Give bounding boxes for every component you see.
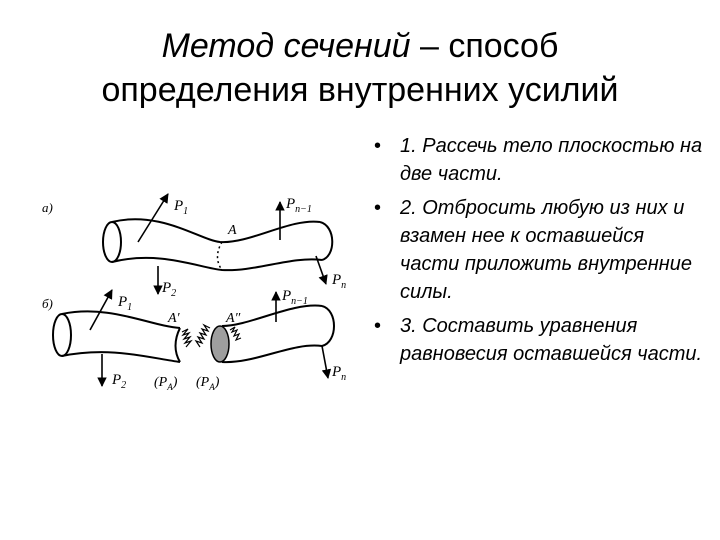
bullet-dot-icon: • xyxy=(374,135,382,157)
slide-title xyxy=(20,24,700,112)
title-line1-rest: – способ xyxy=(410,27,559,65)
label-section-a: A xyxy=(228,223,237,238)
label-pn-a: $P_n$ xyxy=(332,272,347,291)
title-line2: определения внутренних усилий xyxy=(101,71,619,109)
section-method-diagram xyxy=(30,170,370,410)
label-p2-a: $P_2$ xyxy=(162,280,177,299)
label-pn-b: $P_n$ xyxy=(332,364,347,383)
label-p1-a: $P_1$ xyxy=(174,198,189,217)
bullet-dot-icon: • xyxy=(374,197,382,219)
rod-left-part xyxy=(53,311,180,362)
step-text-1: 1. Рассечь тело плоскостью на две части. xyxy=(400,135,703,185)
label-p1-b: $P_1$ xyxy=(118,294,133,313)
label-b: б) xyxy=(42,296,53,311)
arrow-p1-a xyxy=(138,194,168,242)
step-item-2 xyxy=(374,194,704,306)
bullet-dot-icon: • xyxy=(374,315,382,337)
label-section-a1: A′ xyxy=(168,311,180,326)
label-pa-right: $(P_A)$ xyxy=(196,375,220,392)
step-item-3 xyxy=(374,312,704,368)
label-a: а) xyxy=(42,200,53,215)
arrow-p1-b xyxy=(90,290,112,330)
title-emphasis: Метод сечений xyxy=(161,27,411,65)
arrow-pn-b xyxy=(322,346,328,378)
steps-list xyxy=(374,132,704,374)
rod-whole xyxy=(103,219,332,270)
label-p2-b: $P_2$ xyxy=(112,372,127,391)
step-text-3: 3. Составить уравнения равновесия оставшейся части. xyxy=(400,315,703,365)
step-item-1 xyxy=(374,132,704,188)
cut-section-shaded xyxy=(211,326,229,362)
label-pa-left: $(P_A)$ xyxy=(154,375,178,392)
label-section-a2: A″ xyxy=(226,311,241,326)
label-pn1-a: $P_{n-1}$ xyxy=(286,196,312,215)
label-pn1-b: $P_{n-1}$ xyxy=(282,288,308,307)
step-text-2: 2. Отбросить любую из них и взамен нее к оставшейся части приложить внутренние силы. xyxy=(400,197,693,303)
